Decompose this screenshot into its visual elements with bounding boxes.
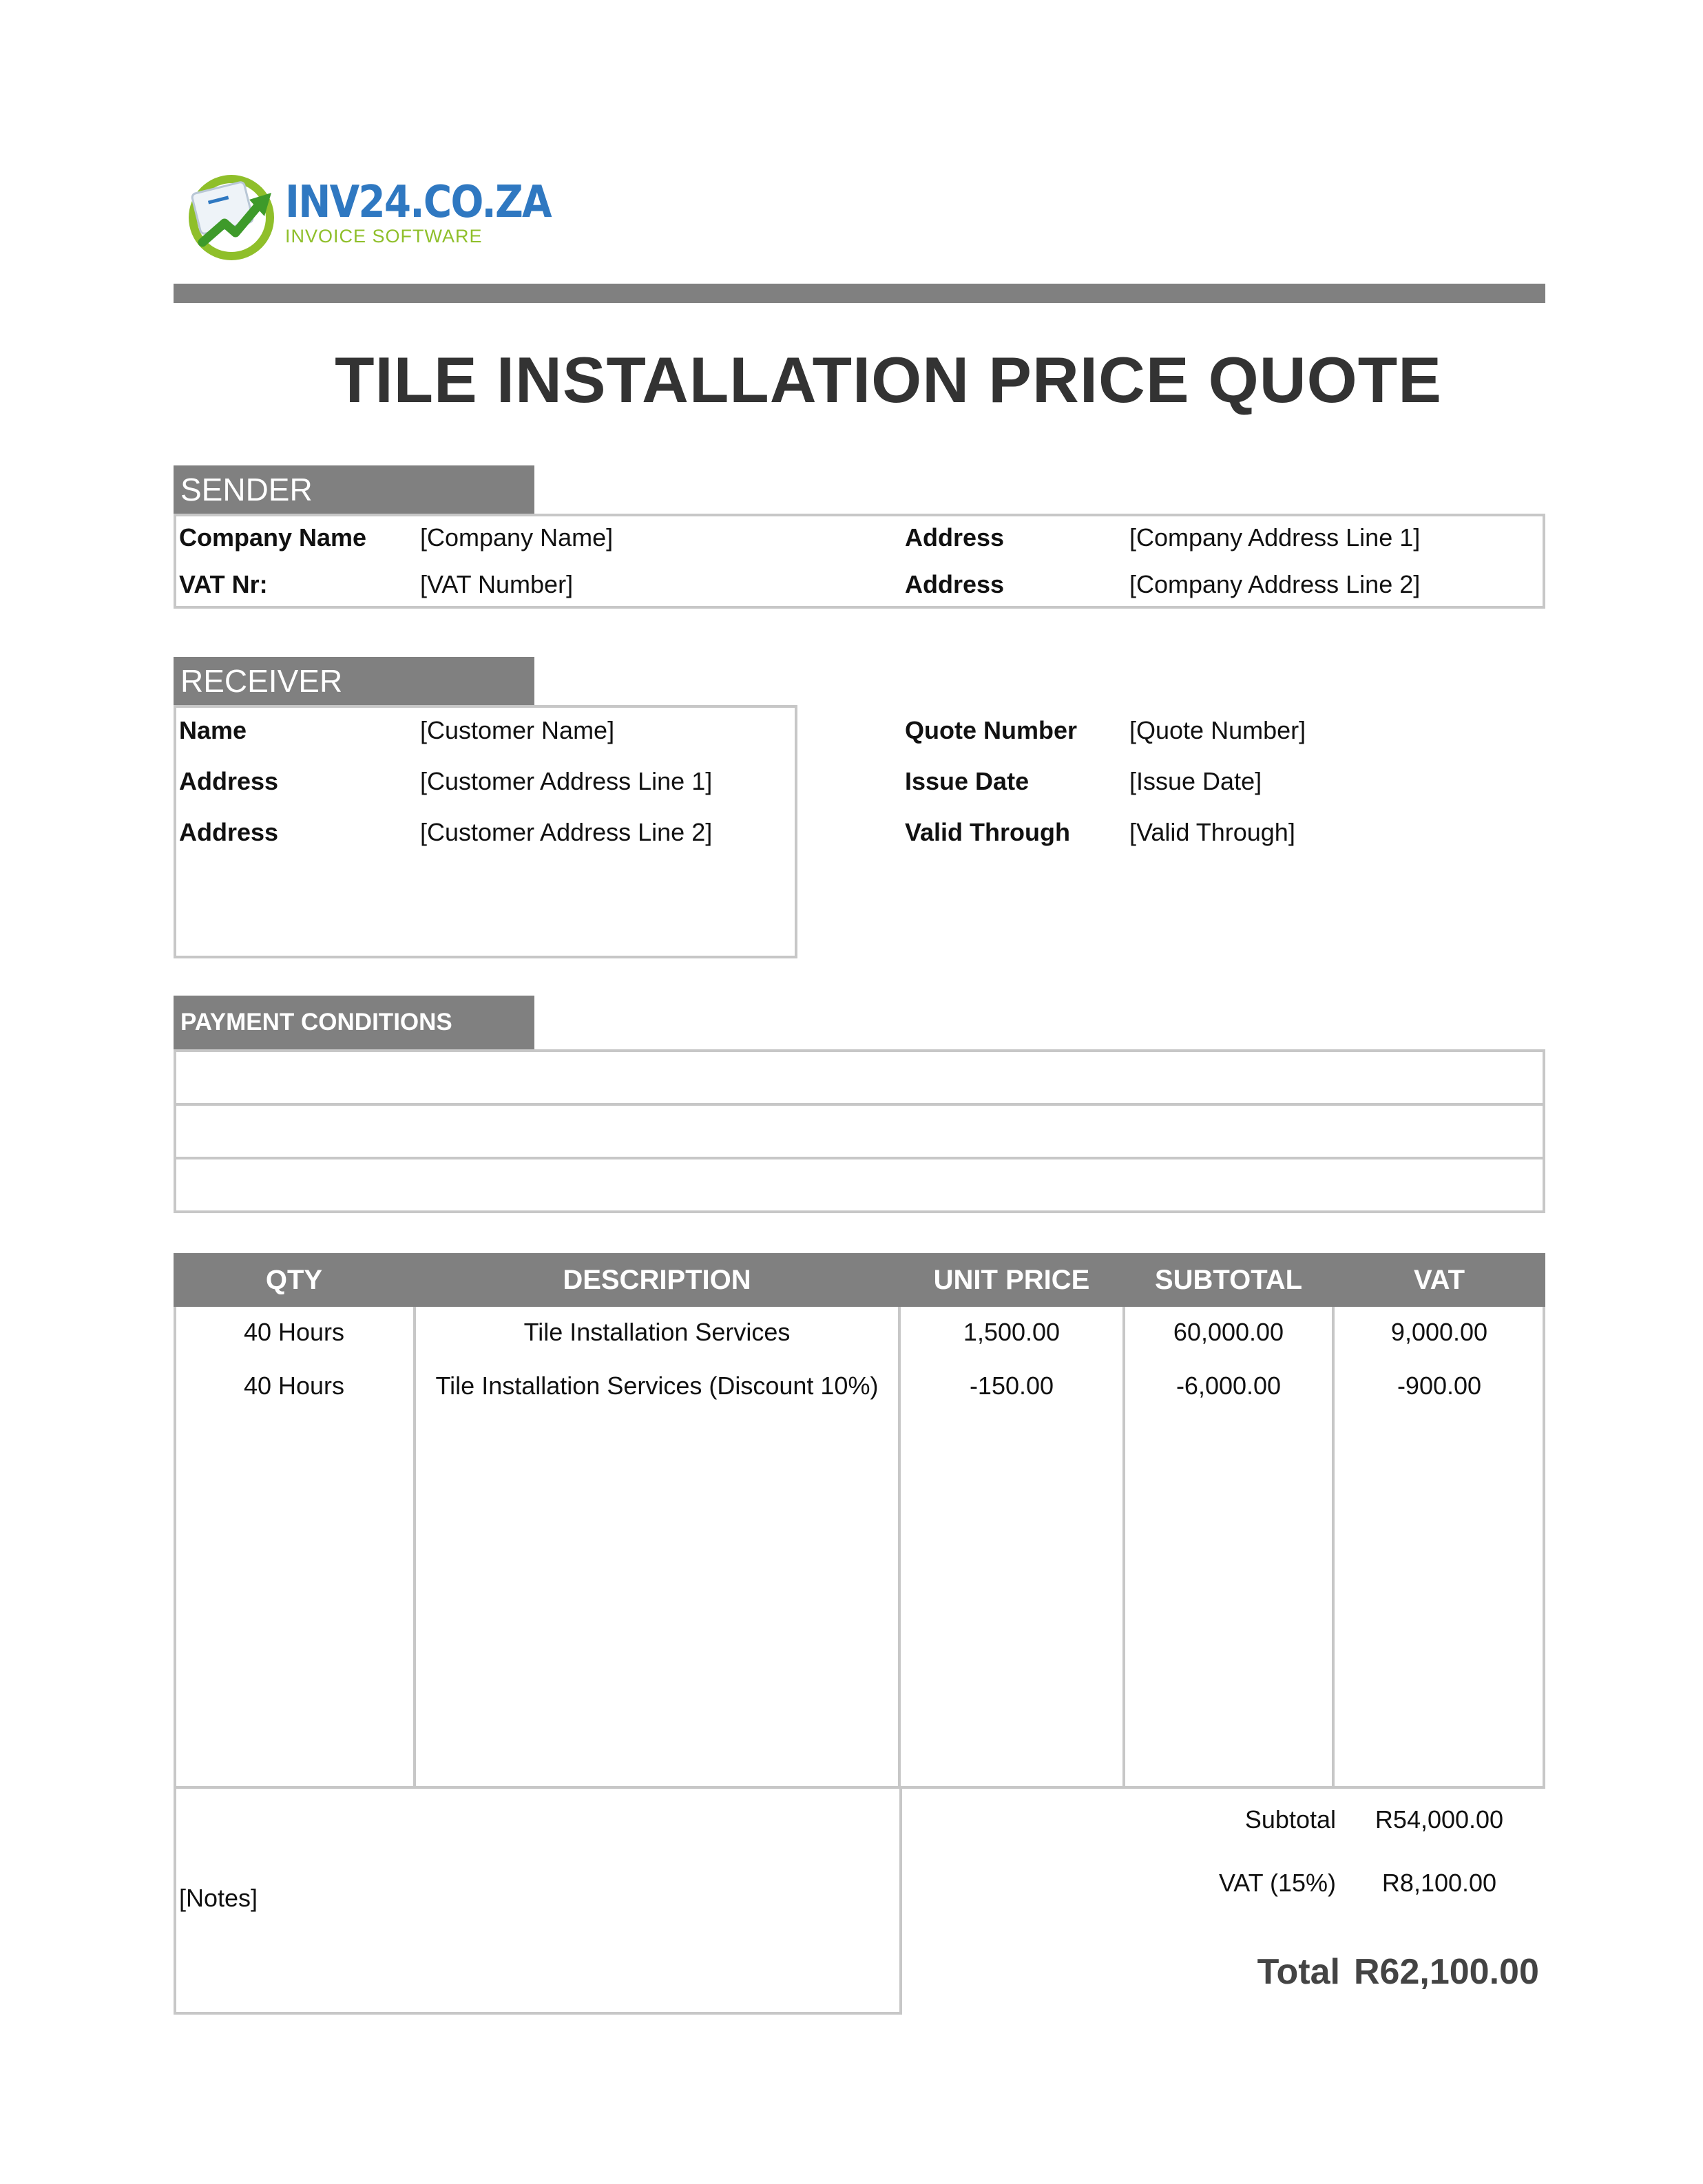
valid-through-label: Valid Through [905,818,1070,846]
table-row-1-subtotal: 60,000.00 [1173,1318,1284,1346]
issue-date-value: [Issue Date] [1129,767,1262,795]
valid-through-value: [Valid Through] [1129,818,1295,846]
logo-name: INV24.CO.ZA [285,177,551,228]
receiver-heading: RECEIVER [174,657,534,705]
receiver-name-label: Name [179,716,247,744]
table-row-1-description: Tile Installation Services [523,1318,791,1346]
col-qty: QTY [265,1265,323,1295]
table-row-2-vat: -900.00 [1397,1372,1482,1400]
table-row-2-subtotal: -6,000.00 [1176,1372,1282,1400]
sender-company-label: Company Name [179,523,367,552]
table-row-1-unit-price: 1,500.00 [963,1318,1061,1346]
sender-company-value: [Company Name] [420,523,614,552]
sender-address1-value: [Company Address Line 1] [1129,523,1421,552]
vat-label: VAT (15%) [1218,1869,1336,1897]
items-table-header [174,1253,1545,1307]
payment-conditions-heading: PAYMENT CONDITIONS [174,996,534,1049]
header-divider [174,284,1545,303]
col-subtotal: SUBTOTAL [1154,1265,1303,1295]
subtotal-value: R54,000.00 [1375,1805,1504,1834]
col-description: DESCRIPTION [563,1265,751,1295]
vat-value: R8,100.00 [1381,1869,1497,1897]
table-row-2-unit-price: -150.00 [969,1372,1054,1400]
table-row-2-description: Tile Installation Services (Discount 10%) [435,1372,879,1400]
receiver-address1-label: Address [179,767,279,795]
receiver-address2-value: [Customer Address Line 2] [420,818,713,846]
total-value: R62,100.00 [1354,1952,1539,1992]
subtotal-label: Subtotal [1244,1805,1336,1834]
col-unit-price: UNIT PRICE [933,1265,1090,1295]
receiver-name-value: [Customer Name] [420,716,615,744]
sender-address2-value: [Company Address Line 2] [1129,570,1421,598]
sender-vat-value: [VAT Number] [420,570,574,598]
payment-row-3 [174,1157,1545,1213]
sender-vat-label: VAT Nr: [179,570,268,598]
col-vat: VAT [1413,1265,1465,1295]
logo-wordmark [285,177,587,246]
notes-text: [Notes] [179,1884,258,1912]
payment-row-1 [174,1049,1545,1106]
receiver-address2-label: Address [179,818,279,846]
table-row-1-qty: 40 Hours [243,1318,345,1346]
issue-date-label: Issue Date [905,767,1030,795]
sender-address2-label: Address [905,570,1005,598]
quote-number-label: Quote Number [905,716,1078,744]
receiver-address1-value: [Customer Address Line 1] [420,767,713,795]
quote-number-value: [Quote Number] [1129,716,1306,744]
page-title: TILE INSTALLATION PRICE QUOTE [335,344,1442,416]
payment-row-2 [174,1103,1545,1159]
sender-address1-label: Address [905,523,1005,552]
notes-box [174,1786,902,2015]
sender-heading: SENDER [174,465,534,514]
logo-tagline: INVOICE SOFTWARE [285,226,483,246]
total-label: Total [1257,1952,1340,1992]
table-row-1-vat: 9,000.00 [1390,1318,1488,1346]
table-row-2-qty: 40 Hours [243,1372,345,1400]
